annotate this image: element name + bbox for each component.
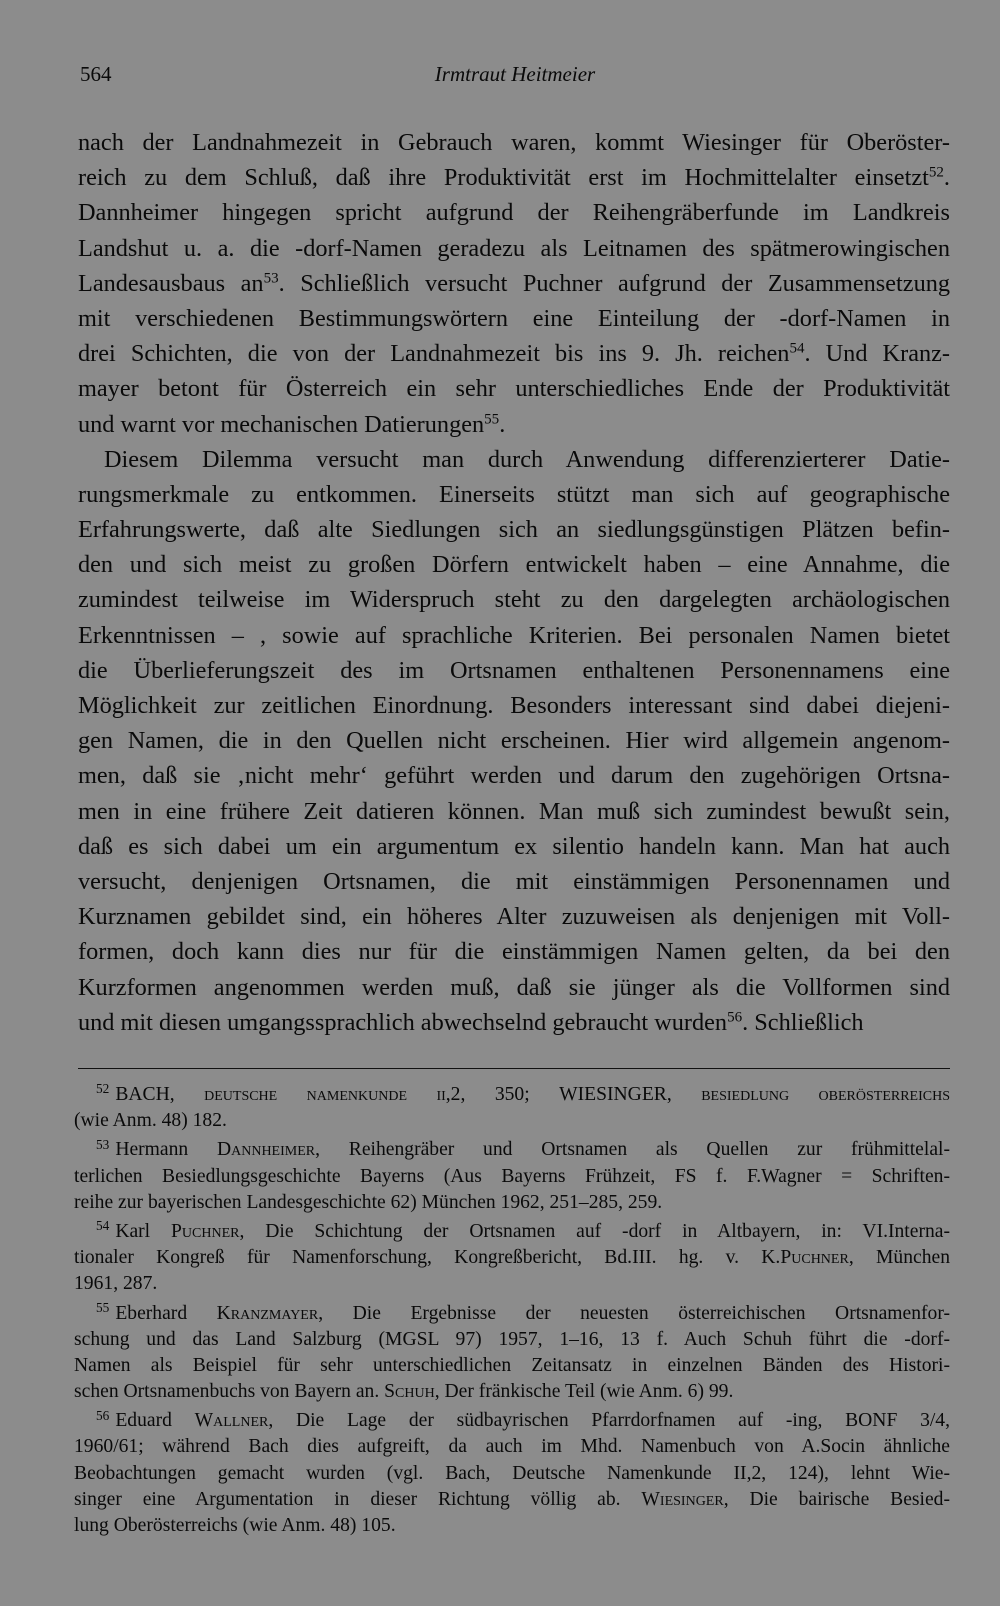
- footnote-text: singer eine Argumentation in dieser Richtung völlig ab.: [74, 1488, 642, 1510]
- footnote-text: , Der fränkische Teil (wie Anm. 6) 99.: [434, 1381, 734, 1403]
- text-line: [78, 160, 950, 195]
- running-head: Irmtraut Heitmeier: [434, 62, 596, 86]
- text-run: drei Schichten, die von der Landnahmezeit bis ins 9. Jh. reichen: [78, 340, 790, 368]
- footnote-line: [74, 1408, 950, 1434]
- author-name: Wallner: [194, 1410, 269, 1432]
- footnote-text: , Die bairische Besied-: [723, 1488, 950, 1510]
- footnote-text: Namen als Beispiel für sehr unterschiedlichen Zeitansatz in einzelnen Bänden des Histori-: [74, 1354, 950, 1376]
- text-line: [78, 794, 950, 829]
- footnote-line: [74, 1353, 950, 1379]
- footnote-text: Eduard: [115, 1410, 195, 1432]
- footnote-line: [74, 1137, 950, 1163]
- text-run: . Und Kranz-: [804, 340, 950, 368]
- text-run: mayer betont für Österreich ein sehr unterschiedliches Ende der Produktivität: [78, 375, 950, 403]
- page-number: 564: [80, 62, 112, 86]
- footnote-line: [74, 1108, 950, 1134]
- footnote-line: [74, 1219, 950, 1245]
- text-run: men, daß sie ‚nicht mehr‘ geführt werden und darum den zugehörigen Ortsna-: [78, 762, 950, 790]
- footnote-text: Karl: [115, 1220, 171, 1242]
- text-run: .: [499, 410, 506, 438]
- text-line: [78, 723, 950, 758]
- footnote-ref: 56: [727, 1009, 743, 1026]
- author-name: Kranzmayer: [216, 1302, 319, 1324]
- footnote-text: (wie Anm. 48) 182.: [74, 1110, 227, 1132]
- footnote-line: [74, 1461, 950, 1487]
- text-run: Möglichkeit zur zeitlichen Einordnung. Besonders interessant sind dabei diejeni-: [78, 692, 950, 719]
- author-name: , deutsche namenkunde ii,2, 350;: [169, 1084, 560, 1105]
- footnote-line: [74, 1082, 950, 1108]
- footnote-line: [74, 1301, 950, 1327]
- text-line: [78, 477, 950, 512]
- footnote-text: , Reihengräber und Ortsnamen als Quellen zur frühmittelal-: [315, 1139, 950, 1161]
- text-line: [78, 442, 950, 477]
- footnote-line: [74, 1245, 950, 1271]
- footnote-number: 56: [96, 1407, 110, 1423]
- text-line: [78, 899, 950, 934]
- text-run: .: [943, 164, 950, 192]
- text-run: gen Namen, die in den Quellen nicht erscheinen. Hier wird allgemein angenom-: [78, 727, 950, 755]
- text-line: [78, 653, 950, 688]
- footnote-ref: 53: [263, 270, 279, 287]
- text-run: Erkenntnissen – , sowie auf sprachliche Kriterien. Bei personalen Namen bietet: [78, 621, 950, 649]
- text-run: . Schließlich versucht Puchner aufgrund der Zusammensetzung: [278, 269, 951, 297]
- footnote-line: [74, 1487, 950, 1513]
- footnote-text: WIESINGER: [559, 1084, 667, 1105]
- footnote-text: lung Oberösterreichs (wie Anm. 48) 105.: [74, 1515, 396, 1536]
- footnote-text: tionaler Kongreß für Namenforschung, Kongreßbericht, Bd.III. hg. v. K.: [74, 1247, 781, 1269]
- footnote-line: [74, 1271, 950, 1297]
- footnote-line: [74, 1513, 950, 1539]
- footnote-text: 1961, 287.: [74, 1273, 158, 1295]
- text-run: Kurznamen gebildet sind, ein höheres Alter zuzuweisen als denjenigen mit Voll-: [78, 903, 950, 931]
- author-name: Schuh: [384, 1381, 435, 1403]
- footnote-line: [74, 1190, 950, 1216]
- author-name: Wiesinger: [641, 1488, 724, 1510]
- text-line: [78, 829, 950, 864]
- text-run: reich zu dem Schluß, daß ihre Produktivität erst im Hochmittelalter einsetzt: [78, 164, 929, 192]
- text-run: Diesem Dilemma versucht man durch Anwendung differenzierterer Datie-: [104, 445, 950, 473]
- text-run: Landshut u. a. die -dorf-Namen geradezu als Leitnamen des spätmerowingischen: [78, 234, 950, 262]
- footnote-text: , Die Schichtung der Ortsnamen auf -dorf in Altbayern, in: VI.Interna-: [239, 1220, 950, 1242]
- footnote-ref: 55: [484, 411, 500, 428]
- text-run: Kurzformen angenommen werden muß, daß sie jünger als die Vollformen sind: [78, 973, 950, 1001]
- text-line: [78, 934, 950, 969]
- footnote-ref: 54: [789, 340, 805, 357]
- text-run: Erfahrungswerte, daß alte Siedlungen sich an siedlungsgünstigen Plätzen befin-: [78, 516, 950, 544]
- footnote-text: Hermann: [115, 1139, 217, 1161]
- text-run: mit verschiedenen Bestimmungswörtern eine Einteilung der -dorf-Namen in: [78, 304, 950, 332]
- text-line: [78, 336, 950, 371]
- text-line: [78, 688, 950, 723]
- text-line: [78, 266, 950, 301]
- text-run: formen, doch kann dies nur für die einstämmigen Namen gelten, da bei den: [78, 938, 950, 966]
- text-run: . Schließlich: [742, 1008, 864, 1036]
- footnote-text: schen Ortsnamenbuchs von Bayern an.: [74, 1381, 385, 1403]
- text-line: [78, 231, 950, 266]
- author-name: Puchner: [171, 1220, 240, 1242]
- text-line: [78, 125, 950, 160]
- text-line: [78, 758, 950, 793]
- text-run: den und sich meist zu großen Dörfern entwickelt haben – eine Annahme, die: [78, 551, 950, 579]
- footnote-text: , Die Ergebnisse der neuesten österreichischen Ortsnamenfor-: [318, 1302, 950, 1324]
- text-line: [78, 512, 950, 547]
- text-line: [78, 618, 950, 653]
- text-line: [78, 582, 950, 617]
- footnote-line: [74, 1327, 950, 1353]
- text-line: [78, 1005, 950, 1040]
- text-run: Dannheimer hingegen spricht aufgrund der Reihengräberfunde im Landkreis: [78, 199, 950, 227]
- footnote-text: Beobachtungen gemacht wurden (vgl. Bach, Deutsche Namenkunde II,2, 124), lehnt Wie-: [74, 1462, 950, 1484]
- footnote-number: 52: [96, 1081, 110, 1097]
- text-line: [78, 547, 950, 582]
- footnote-line: [74, 1434, 950, 1460]
- text-run: Landesausbaus an: [78, 269, 264, 297]
- text-line: [78, 301, 950, 336]
- text-run: und warnt vor mechanischen Datierungen: [78, 410, 485, 438]
- footnote-text: , Die Lage der südbayrischen Pfarrdorfnamen auf -ing, BONF 3/4,: [268, 1410, 951, 1432]
- footnote-text: , München: [848, 1247, 950, 1269]
- footnote-number: 54: [96, 1218, 110, 1234]
- footnote-text: reihe zur bayerischen Landesgeschichte 62) München 1962, 251–285, 259.: [74, 1191, 663, 1213]
- footnote-number: 55: [96, 1299, 110, 1315]
- footnote-line: [74, 1379, 950, 1405]
- footnote-separator: [78, 1068, 950, 1069]
- footnote-text: schung und das Land Salzburg (MGSL 97) 1957, 1–16, 13 f. Auch Schuh führt die -dorf-: [74, 1328, 950, 1350]
- text-line: [78, 407, 950, 442]
- footnote-number: 53: [96, 1136, 110, 1152]
- text-run: nach der Landnahmezeit in Gebrauch waren, kommt Wiesinger für Oberöster-: [78, 129, 950, 156]
- text-run: versucht, denjenigen Ortsnamen, die mit einstämmigen Personennamen und: [78, 867, 950, 895]
- footnote-text: 1960/61; während Bach dies aufgreift, da auch im Mhd. Namenbuch von A.Socin ähnliche: [74, 1436, 950, 1458]
- footnote-text: Eberhard: [115, 1302, 217, 1324]
- text-line: [78, 371, 950, 406]
- text-line: [78, 970, 950, 1005]
- footnote-line: [74, 1164, 950, 1190]
- author-name: Puchner: [780, 1247, 849, 1269]
- text-run: und mit diesen umgangssprachlich abwechselnd gebraucht wurden: [78, 1008, 728, 1036]
- footnote-text: BACH: [115, 1084, 170, 1105]
- text-run: die Überlieferungszeit des im Ortsnamen enthaltenen Personennamens eine: [78, 656, 950, 684]
- text-run: zumindest teilweise im Widerspruch steht zu den dargelegten archäologischen: [78, 586, 950, 614]
- text-line: [78, 195, 950, 230]
- footnote-text: terlichen Besiedlungsgeschichte Bayerns (Aus Bayerns Frühzeit, FS f. F.Wagner = Schriften-: [74, 1165, 950, 1187]
- text-run: rungsmerkmale zu entkommen. Einerseits stützt man sich auf geographische: [78, 480, 950, 508]
- text-run: daß es sich dabei um ein argumentum ex silentio handeln kann. Man hat auch: [78, 832, 950, 860]
- text-run: men in eine frühere Zeit datieren können. Man muß sich zumindest bewußt sein,: [78, 797, 950, 825]
- footnotes: [74, 1082, 950, 1539]
- author-name: Dannheimer: [216, 1139, 316, 1161]
- text-line: [78, 864, 950, 899]
- footnote-ref: 52: [928, 164, 944, 181]
- body-text: [78, 125, 950, 1040]
- author-name: , besiedlung oberösterreichs: [666, 1084, 951, 1105]
